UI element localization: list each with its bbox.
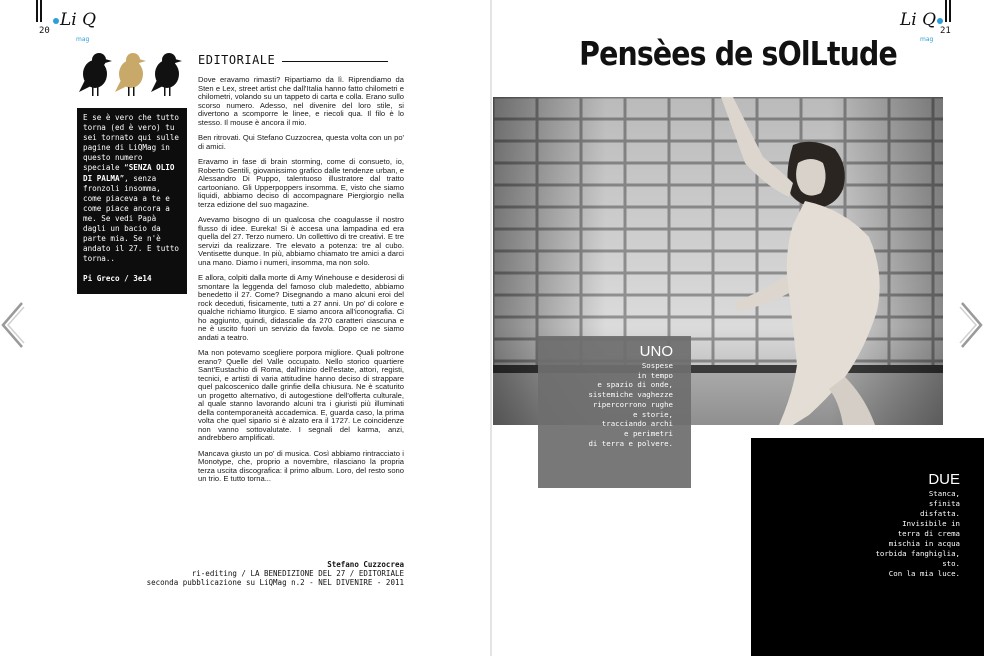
caption-line: tracciando archi — [601, 419, 673, 429]
dedication-text: E se è vero che tutto torna (ed è vero) tu sei tornato qui sulle pagine di LiQMag in questo numero speciale “SENZA OLIO DI PALMA”, senza fronzoli insomma, come piaceva a te e come piace ancora a me. Se vedi Papà dagli un bacio da parte mia. Se n'è andato il 27. E tutto torna.. — [83, 113, 180, 264]
caption-line: Invisibile in — [902, 519, 960, 528]
bird-icon — [151, 53, 182, 96]
magazine-logo — [900, 10, 944, 30]
bird-icon — [79, 53, 112, 96]
caption-line: in tempo — [637, 370, 673, 380]
article-paragraph: Ben ritrovati. Qui Stefano Cuzzocrea, questa volta con un po' di amici. — [198, 133, 404, 151]
caption-uno — [538, 336, 691, 488]
caption-line: e perimetri — [624, 428, 673, 438]
caption-line: ripercorrono rughe — [592, 399, 673, 409]
publication-line: seconda pubblicazione su LiQMag n.2 - NEL DIVENIRE - 2011 — [146, 578, 404, 587]
three-birds-illustration — [77, 50, 187, 100]
dedication-signature: Pi Greco / 3e14 — [83, 274, 152, 284]
caption-line: Sospese — [641, 361, 673, 370]
feature-headline: Pensèes de sOlLtude — [579, 34, 897, 73]
caption-line: sistemiche vaghezze — [588, 390, 673, 400]
logo-dot-icon — [937, 18, 943, 24]
credit-line: ri-editing / LA BENEDIZIONE DEL 27 / EDITORIALE — [191, 569, 404, 578]
page-number-right: 21 — [940, 26, 951, 36]
editorial-article — [198, 76, 404, 491]
caption-line: mischia in acqua — [888, 539, 960, 548]
caption-line: disfatta. — [919, 509, 960, 518]
caption-due — [751, 438, 984, 656]
article-paragraph: E allora, colpiti dalla morte di Amy Winehouse e desiderosi di smontare la leggenda del famoso club maledetto, abbiamo benedetto il 27. Come? Disegnando a mano alcuni eroi del rock deceduti, fisicamente, tutti a 27 anni. Un po' di colore e qualche richiamo liturgico. E siamo ancora all'iconografia. Ci ho aggiunto, quindi, didascalie da 270 caratteri ciascuna e ne è uscito fuori un servizio da favola. Dopo ce ne siamo andati a teatro. — [198, 273, 404, 342]
title-rule — [282, 61, 388, 62]
dedication-box — [77, 108, 187, 294]
caption-line: terra di crema — [897, 529, 960, 538]
logo-subtitle: mag — [76, 36, 90, 43]
magazine-logo — [52, 10, 96, 30]
right-page — [492, 0, 984, 656]
page-marker-bars — [36, 0, 46, 22]
next-page-arrow-icon[interactable] — [958, 300, 984, 350]
page-number-left: 20 — [39, 26, 50, 36]
caption-line: Stanca, — [928, 489, 960, 498]
left-page — [0, 0, 490, 656]
logo-text: Li Q — [60, 10, 97, 30]
article-paragraph: Ma non potevamo scegliere porpora migliore. Quali poltrone erano? Quelle del Valle occupato. Nello storico quartiere Sant'Eustachio di Roma, dall'inizio dell'estate, attori, registi, tecnici, e artisti di varia attitudine hanno deciso di strappare quel palcoscenico dalle grinfie della chiusura. Ne è scaturito un progetto alternativo, di autogestione dell'offerta culturale, al quale stanno lavorando alcuni tra i giuristi più illuminati della contemporaneità accademica. E, guarda caso, la prima volta che quel sipario si è alzato era il 1727. Le coincidenze non vanno sottovalutate. I segnali del karma, anzi, andrebbero amplificati. — [198, 348, 404, 442]
caption-uno-title: UNO — [639, 343, 673, 360]
previous-page-arrow-icon[interactable] — [0, 300, 26, 350]
caption-line: di terra e polvere. — [588, 438, 673, 448]
article-paragraph: Dove eravamo rimasti? Ripartiamo da lì. Riprendiamo da Sten e Lex, street artist che dall'Italia hanno fatto chilometri e chilometri, volando su un tappeto di carta e colla. Erano sullo scorso numero. Adesso, nel divenire del loro stile, si divertono a scomporre le linee, e riecoli qua. Il filo è lo stesso. Il mouse è ancora il mio. — [198, 75, 404, 127]
article-paragraph: Avevamo bisogno di un qualcosa che coagulasse il nostro flusso di idee. Eureka! Si è accesa una lampadina ed era quella del 27. Terzo numero. Un collettivo di tre creativi. E tre servizi da realizzare. Tre elevato a potenza: tre al cubo. Ventisette dunque. In più, abbiamo chiamato tre amici a darci una mano. Diamo i numeri, insomma, ma non solo. — [198, 215, 404, 267]
bird-icon — [115, 53, 146, 96]
author-name: Stefano Cuzzocrea — [327, 560, 404, 569]
article-signature — [147, 560, 404, 587]
caption-line: torbida fanghiglia, — [875, 549, 960, 558]
page-marker-bars — [945, 0, 955, 22]
section-title: EDITORIALE — [198, 53, 276, 67]
caption-line: e spazio di onde, — [597, 380, 673, 390]
article-paragraph: Eravamo in fase di brain storming, come di consueto, io, Roberto Gentili, giovanissimo grafico dalle tendenze urban, e Alessandro Di Puppo, talentuoso illustratore dal tratto cartooniano. Gli Upperpoppers insomma. E, visto che siamo liquidi, abbiamo deciso di accompagnare Piergiorgio nella terza edizione del suo magazine. — [198, 157, 404, 209]
caption-due-title: DUE — [928, 471, 960, 488]
caption-line: e storie, — [632, 409, 673, 419]
caption-line: sto. — [942, 559, 960, 568]
logo-text: Li Q — [900, 10, 937, 30]
dedication-highlight: SENZA OLIO DI PALMA — [83, 163, 175, 183]
logo-subtitle: mag — [920, 36, 934, 43]
caption-line: sfinita — [928, 499, 960, 508]
logo-dot-icon — [53, 18, 59, 24]
caption-line: Con la mia luce. — [888, 569, 960, 578]
article-paragraph: Mancava giusto un po' di musica. Così abbiamo rintracciato i Monotype, che, proprio a novembre, rilasciano la propria terza uscita discografica: il primo album. Loro, del resto sono un trio. E tutto torna... — [198, 448, 404, 483]
